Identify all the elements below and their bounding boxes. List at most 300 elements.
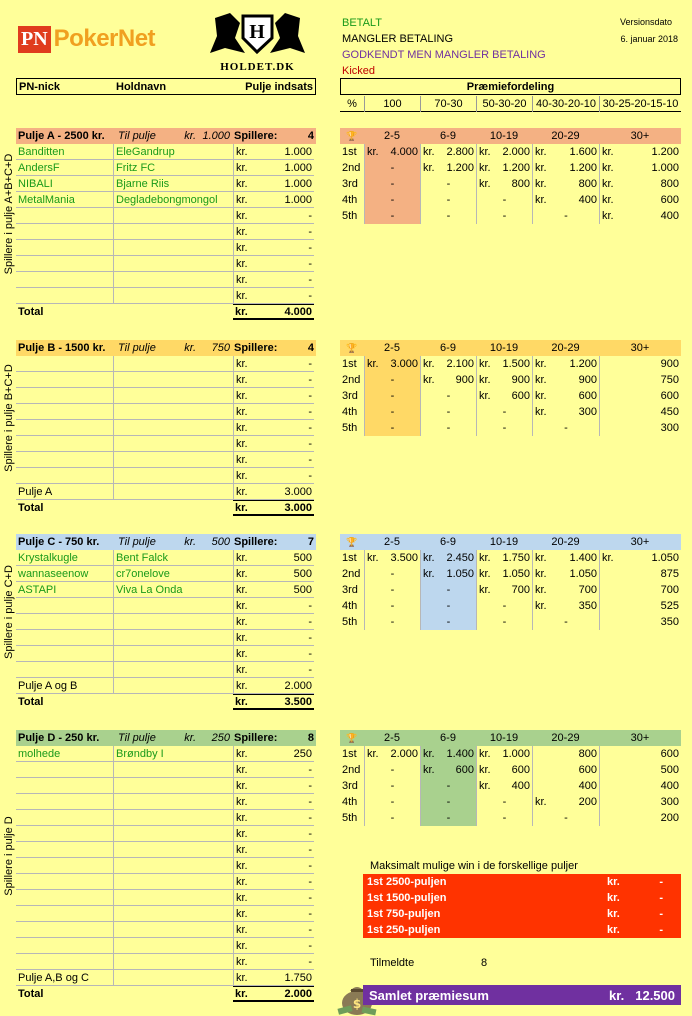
pool-header (16, 730, 316, 746)
pct-label: % (347, 97, 357, 110)
prize-value: 200 (578, 796, 597, 808)
player-nick (16, 420, 113, 436)
prize-cell (420, 582, 476, 598)
spillere-count: 8 (307, 732, 314, 744)
til-value: 1.000 (202, 130, 230, 142)
total-blank (113, 986, 233, 1002)
prize-kr: kr. (423, 764, 435, 776)
version-date: 6. januar 2018 (620, 34, 678, 44)
trophy-icon: 🏆 (346, 130, 358, 141)
prize-place: 3rd (342, 178, 358, 190)
player-kr: kr. (233, 906, 255, 922)
prize-cell (420, 810, 476, 826)
prize-value: 2.000 (502, 146, 530, 158)
player-amount: - (255, 356, 314, 372)
prize-kr: kr. (535, 552, 547, 564)
prize-cell (532, 762, 599, 778)
pool-side-label: Spillere i pulje D (3, 816, 15, 896)
carryover-kr: kr. (233, 970, 255, 986)
prize-value: 350 (660, 616, 679, 628)
total-row (16, 986, 316, 1002)
pool-side-label: Spillere i pulje A+B+C+D (3, 153, 15, 275)
prize-value: - (564, 812, 568, 824)
prize-range: 10-19 (489, 732, 519, 744)
player-row (16, 356, 316, 372)
player-kr: kr. (233, 954, 255, 970)
carryover-amount: 1.750 (255, 970, 314, 986)
prize-cell (532, 566, 599, 582)
player-kr: kr. (233, 176, 255, 192)
prize-value: 350 (578, 600, 597, 612)
player-nick (16, 842, 113, 858)
maxwin-kr: kr. (607, 892, 620, 904)
prize-cell (599, 144, 681, 160)
player-team (113, 922, 233, 938)
spillere-label: Spillere: (234, 342, 278, 354)
carryover-amount: 2.000 (255, 678, 314, 694)
player-team (113, 208, 233, 224)
pokernet-logo-text: PokerNet (53, 25, 156, 52)
prize-kr: kr. (535, 406, 547, 418)
prize-cell (599, 208, 681, 224)
player-nick (16, 224, 113, 240)
player-row (16, 144, 316, 160)
prize-row (340, 176, 681, 192)
prize-value: 875 (660, 568, 679, 580)
prize-cell (532, 160, 599, 176)
prize-cell (420, 176, 476, 192)
player-row (16, 550, 316, 566)
player-team (113, 240, 233, 256)
maxwin-row (363, 906, 681, 922)
prize-value: 400 (660, 210, 679, 222)
player-row (16, 810, 316, 826)
prize-cell (599, 762, 681, 778)
player-nick: ASTAPI (16, 582, 113, 598)
maxwin-label: 1st 1500-puljen (367, 892, 447, 904)
prize-row (340, 762, 681, 778)
prize-kr: kr. (423, 568, 435, 580)
prize-row (340, 388, 681, 404)
prize-cell (364, 192, 420, 208)
player-amount: - (255, 468, 314, 484)
prize-value: 750 (660, 374, 679, 386)
prize-kr: kr. (479, 584, 491, 596)
total-label: Total (18, 988, 44, 1000)
player-kr: kr. (233, 794, 255, 810)
prize-cell (364, 762, 420, 778)
til-value: 750 (211, 342, 230, 354)
player-amount: - (255, 630, 314, 646)
player-kr: kr. (233, 810, 255, 826)
prize-cell (532, 778, 599, 794)
prize-cell (599, 420, 681, 436)
prize-cell (364, 614, 420, 630)
total-kr: kr. (233, 986, 255, 1002)
prize-value: 1.400 (446, 748, 474, 760)
player-nick (16, 646, 113, 662)
split-100: 100 (364, 96, 420, 112)
prize-cell (364, 208, 420, 224)
maxwin-row (363, 874, 681, 890)
player-nick (16, 372, 113, 388)
split-40-30-20-10: 40-30-20-10 (532, 96, 599, 112)
prize-row (340, 356, 681, 372)
prize-row (340, 550, 681, 566)
prize-range: 6-9 (440, 130, 456, 142)
prize-value: - (446, 178, 451, 190)
prize-value: - (502, 422, 507, 434)
prize-value: 600 (660, 748, 679, 760)
player-team: Bent Falck (113, 550, 233, 566)
prize-kr: kr. (535, 390, 547, 402)
prize-row (340, 372, 681, 388)
player-team (113, 954, 233, 970)
prize-range: 30+ (630, 732, 650, 744)
prize-cell (599, 566, 681, 582)
prize-value: 2.450 (446, 552, 474, 564)
prize-range-header (340, 730, 681, 746)
player-kr: kr. (233, 192, 255, 208)
player-team (113, 224, 233, 240)
player-team: Degladebongmongol (113, 192, 233, 208)
player-kr: kr. (233, 372, 255, 388)
player-kr: kr. (233, 240, 255, 256)
player-amount: - (255, 420, 314, 436)
prize-kr: kr. (367, 358, 379, 370)
player-nick (16, 858, 113, 874)
player-row (16, 598, 316, 614)
prize-kr: kr. (423, 374, 435, 386)
player-team: Fritz FC (113, 160, 233, 176)
player-team (113, 256, 233, 272)
player-kr: kr. (233, 420, 255, 436)
prize-value: 900 (511, 374, 530, 386)
col-nick: PN-nick (19, 80, 60, 93)
prize-row (340, 192, 681, 208)
prize-kr: kr. (479, 374, 491, 386)
prize-range: 10-19 (489, 536, 519, 548)
pool-side-label: Spillere i pulje C+D (3, 565, 15, 659)
prize-cell (420, 404, 476, 420)
player-row (16, 436, 316, 452)
maxwin-label: 1st 250-puljen (367, 924, 441, 936)
prize-value: 400 (511, 780, 530, 792)
prize-kr: kr. (535, 796, 547, 808)
prize-kr: kr. (423, 146, 435, 158)
prize-title: Præmiefordeling (340, 78, 681, 95)
prize-value: - (446, 390, 451, 402)
prize-cell (476, 372, 532, 388)
player-nick (16, 404, 113, 420)
prize-row (340, 746, 681, 762)
til-pulje-label: Til pulje (118, 130, 156, 142)
player-row (16, 452, 316, 468)
til-pulje-label: Til pulje (118, 732, 156, 744)
prize-cell (364, 550, 420, 566)
til-kr: kr. (184, 130, 196, 142)
prize-cell (599, 404, 681, 420)
player-nick (16, 874, 113, 890)
prize-value: 3.000 (390, 358, 418, 370)
prize-cell (599, 192, 681, 208)
prize-place: 2nd (342, 764, 361, 776)
prize-cell (476, 566, 532, 582)
prize-value: 600 (578, 390, 597, 402)
player-row (16, 874, 316, 890)
prize-cell (599, 598, 681, 614)
prize-value: 800 (578, 748, 597, 760)
prize-value: 3.500 (390, 552, 418, 564)
player-row (16, 842, 316, 858)
prize-cell (532, 794, 599, 810)
prize-value: - (390, 194, 395, 206)
prize-cell (364, 160, 420, 176)
prize-value: 1.200 (569, 358, 597, 370)
prize-kr: kr. (535, 600, 547, 612)
player-kr: kr. (233, 452, 255, 468)
prize-range: 20-29 (551, 130, 580, 142)
prize-value: - (390, 616, 395, 628)
prize-cell (532, 144, 599, 160)
prize-cell (420, 372, 476, 388)
prize-kr: kr. (535, 194, 547, 206)
player-team (113, 858, 233, 874)
prize-cell (476, 404, 532, 420)
svg-text:$: $ (352, 997, 362, 1011)
player-kr: kr. (233, 662, 255, 678)
player-team (113, 662, 233, 678)
prize-value: - (390, 406, 395, 418)
player-team (113, 874, 233, 890)
prize-range: 6-9 (440, 732, 456, 744)
player-amount: - (255, 762, 314, 778)
status-legend (342, 15, 546, 79)
prize-value: - (390, 600, 395, 612)
player-row (16, 826, 316, 842)
carryover-blank (113, 484, 233, 500)
player-team (113, 404, 233, 420)
prize-range: 30+ (630, 536, 650, 548)
prize-value: - (502, 210, 507, 222)
prize-place: 1st (342, 748, 357, 760)
player-row (16, 208, 316, 224)
player-nick (16, 810, 113, 826)
player-kr: kr. (233, 762, 255, 778)
prize-cell (599, 582, 681, 598)
player-team (113, 794, 233, 810)
prize-cell (476, 598, 532, 614)
player-nick (16, 256, 113, 272)
tilmeldte-label: Tilmeldte (370, 957, 415, 969)
tilmeldte-value: 8 (481, 957, 488, 969)
player-kr: kr. (233, 208, 255, 224)
prize-value: - (446, 600, 451, 612)
prize-cell (599, 810, 681, 826)
prize-cell (420, 566, 476, 582)
prize-value: 200 (660, 812, 679, 824)
prize-place: 5th (342, 616, 358, 628)
trophy-icon: 🏆 (346, 732, 358, 743)
prize-cell (420, 762, 476, 778)
prize-value: - (446, 406, 451, 418)
player-kr: kr. (233, 598, 255, 614)
maxwin-kr: kr. (607, 908, 620, 920)
player-nick (16, 826, 113, 842)
player-amount: - (255, 858, 314, 874)
prize-cell (476, 614, 532, 630)
pn-logo-mark: PN (18, 26, 51, 53)
prize-kr: kr. (479, 162, 491, 174)
prize-cell (476, 388, 532, 404)
player-nick (16, 388, 113, 404)
prize-range: 2-5 (384, 536, 400, 548)
prize-cell (420, 778, 476, 794)
prize-kr: kr. (423, 748, 435, 760)
prize-place: 4th (342, 796, 358, 808)
prize-value: - (390, 584, 395, 596)
prize-range: 30+ (630, 342, 650, 354)
prize-cell (364, 144, 420, 160)
player-row (16, 420, 316, 436)
total-row (16, 304, 316, 320)
prize-cell (420, 598, 476, 614)
player-nick (16, 356, 113, 372)
prize-kr: kr. (479, 568, 491, 580)
til-kr: kr. (184, 536, 196, 548)
prize-row (340, 160, 681, 176)
legend-betalt: BETALT (342, 17, 382, 29)
prize-value: - (390, 764, 395, 776)
player-amount: 1.000 (255, 160, 314, 176)
prize-cell (599, 794, 681, 810)
prize-value: - (502, 812, 507, 824)
prize-range: 2-5 (384, 130, 400, 142)
prize-kr: kr. (479, 390, 491, 402)
player-kr: kr. (233, 614, 255, 630)
prize-place: 1st (342, 146, 357, 158)
player-kr: kr. (233, 858, 255, 874)
prize-value: 1.500 (502, 358, 530, 370)
player-team (113, 420, 233, 436)
holdet-logo-text: HOLDET.DK (220, 61, 295, 73)
player-amount: - (255, 842, 314, 858)
prize-value: 600 (578, 764, 597, 776)
til-pulje-label: Til pulje (118, 536, 156, 548)
player-team (113, 842, 233, 858)
til-pulje-label: Til pulje (118, 342, 156, 354)
prize-cell (599, 356, 681, 372)
prize-cell (364, 794, 420, 810)
prize-value: 600 (660, 194, 679, 206)
holdet-logo (205, 8, 310, 73)
player-amount: - (255, 614, 314, 630)
prize-value: 900 (578, 374, 597, 386)
prize-value: 1.400 (569, 552, 597, 564)
prize-value: 1.000 (502, 748, 530, 760)
prize-kr: kr. (535, 178, 547, 190)
prize-value: - (390, 422, 395, 434)
pool-title: Pulje C - 750 kr. (18, 536, 100, 548)
player-kr: kr. (233, 388, 255, 404)
total-label: Total (18, 306, 44, 318)
player-row (16, 938, 316, 954)
player-team: Bjarne Riis (113, 176, 233, 192)
player-amount: - (255, 436, 314, 452)
carryover-label: Pulje A (16, 484, 113, 500)
prize-value: - (446, 616, 451, 628)
player-nick (16, 436, 113, 452)
prize-value: 500 (660, 764, 679, 776)
prize-value: 300 (660, 796, 679, 808)
player-row (16, 256, 316, 272)
prize-cell (532, 404, 599, 420)
player-amount: - (255, 272, 314, 288)
prize-cell (599, 176, 681, 192)
trophy-icon: 🏆 (346, 342, 358, 353)
player-amount: - (255, 874, 314, 890)
player-team (113, 890, 233, 906)
prize-row (340, 794, 681, 810)
prize-cell (476, 778, 532, 794)
til-kr: kr. (184, 342, 196, 354)
prize-value: - (390, 796, 395, 808)
prize-value: 600 (511, 764, 530, 776)
player-nick: molhede (16, 746, 113, 762)
player-amount: 500 (255, 566, 314, 582)
player-amount: 1.000 (255, 144, 314, 160)
player-amount: - (255, 938, 314, 954)
carryover-row (16, 970, 316, 986)
player-nick: MetalMania (16, 192, 113, 208)
player-row (16, 858, 316, 874)
player-amount: - (255, 240, 314, 256)
prize-value: - (390, 162, 395, 174)
prize-value: - (390, 812, 395, 824)
prize-value: 300 (660, 422, 679, 434)
prize-cell (476, 762, 532, 778)
player-nick (16, 240, 113, 256)
prize-cell (532, 598, 599, 614)
prize-cell (532, 550, 599, 566)
prize-value: - (564, 210, 568, 222)
player-nick (16, 468, 113, 484)
player-kr: kr. (233, 778, 255, 794)
player-team (113, 356, 233, 372)
player-nick (16, 954, 113, 970)
prize-value: 800 (511, 178, 530, 190)
player-row (16, 922, 316, 938)
player-kr: kr. (233, 826, 255, 842)
maxwin-title: Maksimalt mulige win i de forskellige puljer (370, 860, 578, 872)
carryover-blank (113, 970, 233, 986)
player-kr: kr. (233, 144, 255, 160)
prize-value: 2.800 (446, 146, 474, 158)
prize-kr: kr. (602, 178, 614, 190)
total-label: Total (18, 696, 44, 708)
player-kr: kr. (233, 272, 255, 288)
prize-row (340, 778, 681, 794)
prize-cell (420, 192, 476, 208)
prize-kr: kr. (535, 584, 547, 596)
prize-cell (532, 176, 599, 192)
prize-row (340, 582, 681, 598)
prize-row (340, 614, 681, 630)
prize-value: 1.750 (502, 552, 530, 564)
player-team (113, 938, 233, 954)
prize-cell (364, 176, 420, 192)
prize-cell (476, 420, 532, 436)
